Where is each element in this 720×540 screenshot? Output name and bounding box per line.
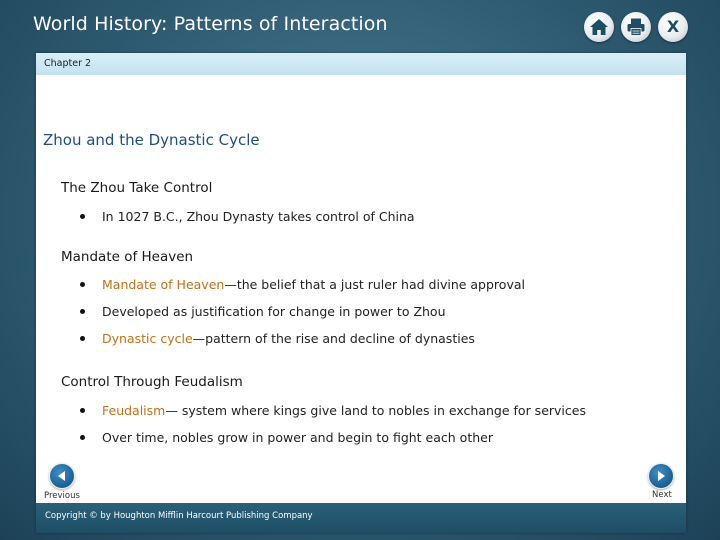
bullet-icon — [80, 214, 85, 219]
bullet-icon — [80, 408, 85, 413]
print-button[interactable] — [621, 12, 651, 42]
app-title: World History: Patterns of Interaction — [33, 13, 388, 35]
bullet-icon — [80, 282, 85, 287]
bullet-item — [80, 403, 586, 418]
home-button[interactable] — [584, 12, 614, 42]
chapter-label: Chapter 2 — [44, 58, 92, 69]
arrow-right-icon — [655, 470, 667, 482]
bullet-text: — system where kings give land to nobles in exchange for services — [165, 403, 586, 418]
footer-bar — [36, 503, 686, 533]
copyright-text: Copyright © by Houghton Mifflin Harcourt Publishing Company — [45, 511, 313, 521]
bullet-icon — [80, 435, 85, 440]
bullet-term: Feudalism — [102, 403, 166, 418]
bullet-text: Over time, nobles grow in power and begin to fight each other — [102, 430, 493, 445]
bullet-term: Mandate of Heaven — [102, 277, 225, 292]
bullet-text: Developed as justification for change in power to Zhou — [102, 304, 446, 319]
close-icon — [663, 17, 683, 37]
bullet-text: —pattern of the rise and decline of dynasties — [192, 331, 475, 346]
printer-icon — [626, 17, 646, 37]
bullet-text: In 1027 B.C., Zhou Dynasty takes control of China — [102, 209, 415, 224]
bullet-item — [80, 331, 475, 346]
section-heading: Mandate of Heaven — [61, 249, 194, 265]
home-icon — [589, 17, 609, 37]
previous-label[interactable]: Previous — [44, 491, 80, 501]
next-button[interactable] — [648, 463, 674, 489]
bullet-icon — [80, 336, 85, 341]
title-bar — [0, 0, 720, 54]
chapter-bar — [36, 53, 686, 75]
bullet-term: Dynastic cycle — [102, 331, 193, 346]
slide-heading: Zhou and the Dynastic Cycle — [43, 131, 260, 149]
svg-text:X: X — [666, 17, 680, 36]
bullet-item — [80, 304, 446, 319]
next-label[interactable]: Next — [652, 490, 672, 500]
section-heading: The Zhou Take Control — [61, 180, 213, 196]
arrow-left-icon — [56, 470, 68, 482]
slide-panel — [36, 53, 686, 533]
section-heading: Control Through Feudalism — [61, 374, 243, 390]
exit-button[interactable] — [658, 12, 688, 42]
previous-button[interactable] — [49, 463, 75, 489]
bullet-item — [80, 209, 415, 224]
bullet-item — [80, 430, 493, 445]
bullet-icon — [80, 309, 85, 314]
bullet-text: —the belief that a just ruler had divine approval — [224, 277, 525, 292]
bullet-item — [80, 277, 525, 292]
